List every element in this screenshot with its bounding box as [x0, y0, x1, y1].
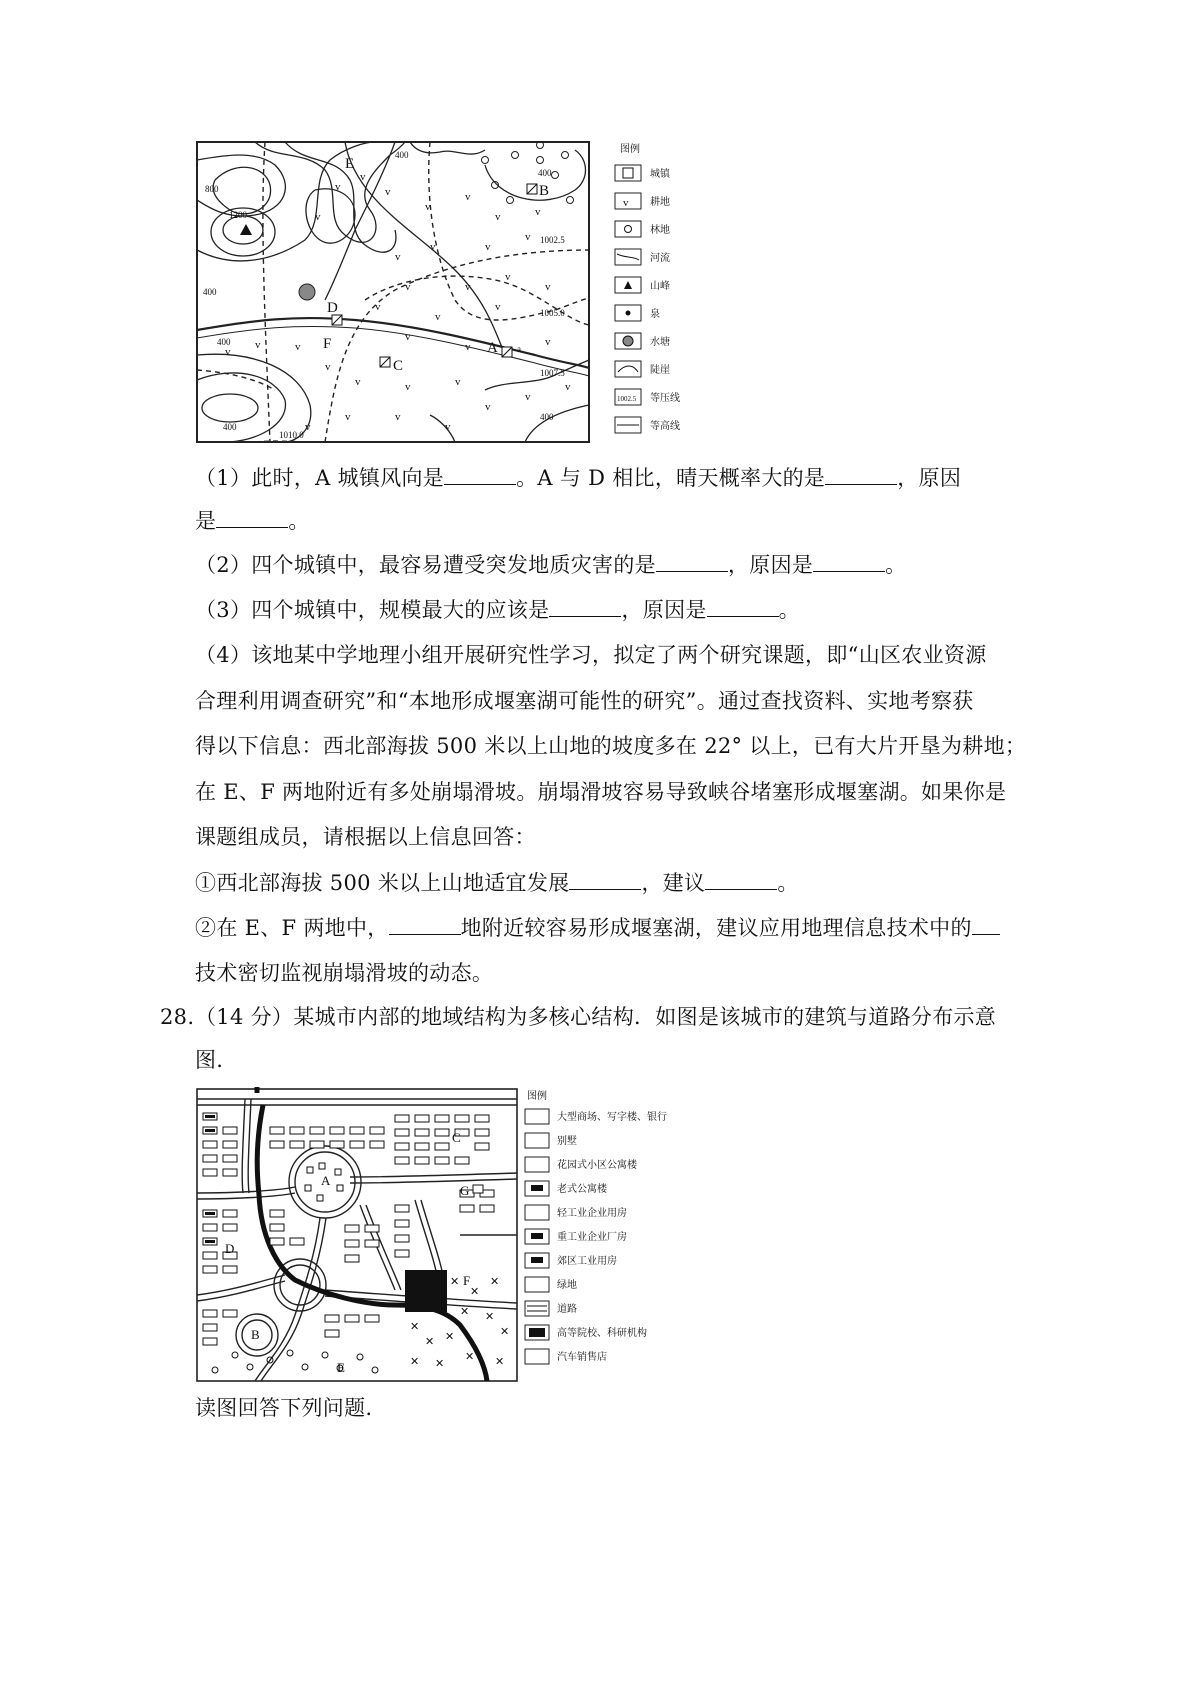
svg-text:✕: ✕	[460, 1306, 470, 1318]
answer-blank[interactable]	[972, 914, 1000, 935]
city-label-d: D	[225, 1241, 235, 1256]
svg-text:v: v	[445, 421, 451, 433]
legend-item: 别墅	[557, 1136, 577, 1147]
legend-item: 等压线	[650, 393, 680, 404]
city-legend	[525, 1089, 667, 1364]
svg-text:v: v	[565, 381, 571, 393]
map-label-b: B	[539, 183, 550, 199]
svg-text:v: v	[430, 241, 436, 253]
contour-map-figure	[195, 140, 695, 450]
svg-text:v: v	[295, 341, 301, 353]
city-label-c: C	[452, 1130, 461, 1145]
legend-item: 耕地	[650, 197, 670, 208]
legend-item: 大型商场、写字楼、银行	[557, 1112, 667, 1123]
legend-item: 陡崖	[650, 365, 670, 376]
legend-item: 高等院校、科研机构	[557, 1328, 647, 1339]
svg-text:v: v	[395, 411, 401, 423]
svg-text:✕: ✕	[445, 1331, 455, 1343]
legend-title: 图例	[527, 1091, 547, 1102]
legend-item: 轻工业企业用房	[557, 1208, 627, 1219]
legend-item: 老式公寓楼	[557, 1184, 607, 1195]
contour-label: 400	[538, 168, 552, 178]
svg-text:v: v	[405, 331, 411, 343]
svg-text:v: v	[385, 186, 391, 198]
question-4-sub-1: ①西北部海拔 500 米以上山地适宜发展 ，建议 。	[195, 871, 799, 895]
svg-text:v: v	[495, 211, 501, 223]
svg-text:v: v	[545, 336, 551, 348]
question-1-line-2: 是 。	[195, 509, 310, 533]
map-legend	[615, 142, 680, 433]
svg-text:v: v	[375, 301, 381, 313]
legend-item: 河流	[650, 253, 670, 264]
city-label-f: F	[463, 1273, 471, 1288]
contour-label: 400	[223, 422, 237, 432]
legend-isobar-sample: 1002.5	[617, 395, 637, 403]
svg-text:v: v	[255, 339, 261, 351]
answer-blank[interactable]	[825, 464, 897, 485]
city-structure-figure	[195, 1085, 715, 1385]
answer-blank[interactable]	[216, 507, 288, 528]
map-label-d: D	[327, 300, 338, 316]
svg-text:✕: ✕	[495, 1356, 505, 1368]
svg-text:v: v	[505, 271, 511, 283]
svg-text:v: v	[545, 281, 551, 293]
svg-text:✕: ✕	[485, 1311, 495, 1323]
city-label-g: G	[460, 1183, 470, 1198]
legend-item: 山峰	[650, 281, 670, 292]
question-4-line-2: 合理利用调查研究”和“本地形成堰塞湖可能性的研究”。通过查找资料、实地考察获	[195, 689, 974, 713]
svg-text:v: v	[405, 281, 411, 293]
svg-text:v: v	[360, 171, 366, 183]
map-label-c: C	[393, 358, 404, 374]
legend-item: 道路	[557, 1304, 577, 1315]
answer-blank[interactable]	[705, 869, 777, 890]
question-2: （2）四个城镇中，最容易遭受突发地质灾害的是 ，原因是 。	[195, 553, 907, 577]
question-28-line-2: 图.	[195, 1048, 224, 1072]
question-4-line-3: 得以下信息：西北部海拔 500 米以上山地的坡度多在 22° 以上，已有大片开垦为耕地；	[195, 734, 1027, 758]
city-label-a: A	[321, 1173, 331, 1188]
svg-text:v: v	[345, 411, 351, 423]
svg-text:v: v	[225, 346, 231, 358]
svg-text:v: v	[405, 381, 411, 393]
svg-text:v: v	[623, 197, 629, 209]
svg-text:✕: ✕	[465, 1351, 475, 1363]
map-label-f: F	[323, 336, 332, 352]
legend-item: 等高线	[650, 421, 680, 432]
map-label-e: E	[345, 156, 355, 172]
contour-label: 800	[205, 184, 219, 194]
contour-label: 400	[540, 412, 554, 422]
isobar-label: 1007.5	[540, 368, 565, 378]
answer-blank[interactable]	[656, 551, 728, 572]
answer-blank[interactable]	[707, 596, 779, 617]
question-28-number: 28.	[160, 1005, 195, 1029]
svg-text:v: v	[305, 421, 311, 433]
city-label-b: B	[251, 1327, 260, 1342]
answer-blank[interactable]	[813, 551, 885, 572]
svg-text:✕: ✕	[425, 1336, 435, 1348]
svg-text:v: v	[495, 301, 501, 313]
isobar-label: 1010.0	[279, 430, 304, 440]
svg-text:v: v	[425, 201, 431, 213]
svg-text:v: v	[435, 311, 441, 323]
svg-text:✕: ✕	[410, 1356, 420, 1368]
answer-blank[interactable]	[549, 596, 621, 617]
question-4-line-1: （4）该地某中学地理小组开展研究性学习，拟定了两个研究课题，即“山区农业资源	[195, 643, 987, 667]
svg-text:v: v	[325, 361, 331, 373]
contour-label: 400	[203, 287, 217, 297]
question-28-line-1: （14 分）某城市内部的地域结构为多核心结构．如图是该城市的建筑与道路分布示意	[195, 1005, 997, 1029]
svg-text:v: v	[485, 241, 491, 253]
question-4-sub-2-line-2: 技术密切监视崩塌滑坡的动态。	[195, 961, 494, 985]
legend-title: 图例	[620, 144, 640, 155]
read-figure-instruction: 读图回答下列问题.	[195, 1396, 373, 1420]
svg-text:✕: ✕	[500, 1326, 510, 1338]
city-label-e: E	[337, 1360, 345, 1375]
svg-text:v: v	[335, 181, 341, 193]
svg-text:v: v	[455, 376, 461, 388]
contour-label: 1200	[229, 210, 247, 220]
legend-item: 林地	[650, 225, 670, 236]
svg-text:v: v	[485, 401, 491, 413]
svg-text:✕: ✕	[450, 1276, 460, 1288]
svg-text:v: v	[355, 376, 361, 388]
map-label-a: A	[487, 340, 498, 356]
svg-text:v: v	[465, 281, 471, 293]
svg-text:v: v	[525, 391, 531, 403]
svg-text:✕: ✕	[410, 1321, 420, 1333]
answer-blank[interactable]	[444, 464, 516, 485]
svg-text:v: v	[535, 206, 541, 218]
svg-text:v: v	[395, 251, 401, 263]
contour-label: 400	[217, 337, 231, 347]
svg-text:v: v	[315, 211, 321, 223]
legend-item: 郊区工业用房	[557, 1256, 617, 1267]
svg-text:✕: ✕	[490, 1276, 500, 1288]
answer-blank[interactable]	[389, 914, 461, 935]
legend-item: 花园式小区公寓楼	[557, 1160, 637, 1171]
map-label-spring: a	[517, 344, 521, 354]
question-1-line-1: （1）此时，A 城镇风向是 。A 与 D 相比，晴天概率大的是 ，原因	[195, 466, 962, 490]
question-4-line-5: 课题组成员，请根据以上信息回答：	[195, 825, 536, 849]
svg-text:✕: ✕	[470, 1286, 480, 1298]
question-3: （3）四个城镇中，规模最大的应该是 ，原因是 。	[195, 598, 800, 622]
answer-blank[interactable]	[569, 869, 641, 890]
isobar-label: 1002.5	[540, 235, 565, 245]
legend-item: 汽车销售店	[557, 1352, 607, 1363]
contour-label: 400	[395, 150, 409, 160]
legend-item: 重工业企业厂房	[557, 1232, 627, 1243]
legend-item: 绿地	[557, 1280, 577, 1291]
legend-item: 城镇	[650, 169, 670, 180]
isobar-label: 1005.0	[540, 308, 565, 318]
svg-text:v: v	[465, 191, 471, 203]
question-4-sub-2-line-1: ②在 E、F 两地中， 地附近较容易形成堰塞湖，建议应用地理信息技术中的	[195, 913, 1000, 943]
question-4-line-4: 在 E、F 两地附近有多处崩塌滑坡。崩塌滑坡容易导致峡谷堵塞形成堰塞湖。如果你是	[195, 780, 1007, 804]
svg-text:v: v	[465, 341, 471, 353]
legend-item: 水塘	[650, 337, 670, 348]
svg-text:v: v	[525, 231, 531, 243]
svg-text:✕: ✕	[435, 1358, 445, 1370]
legend-item: 泉	[650, 309, 660, 320]
